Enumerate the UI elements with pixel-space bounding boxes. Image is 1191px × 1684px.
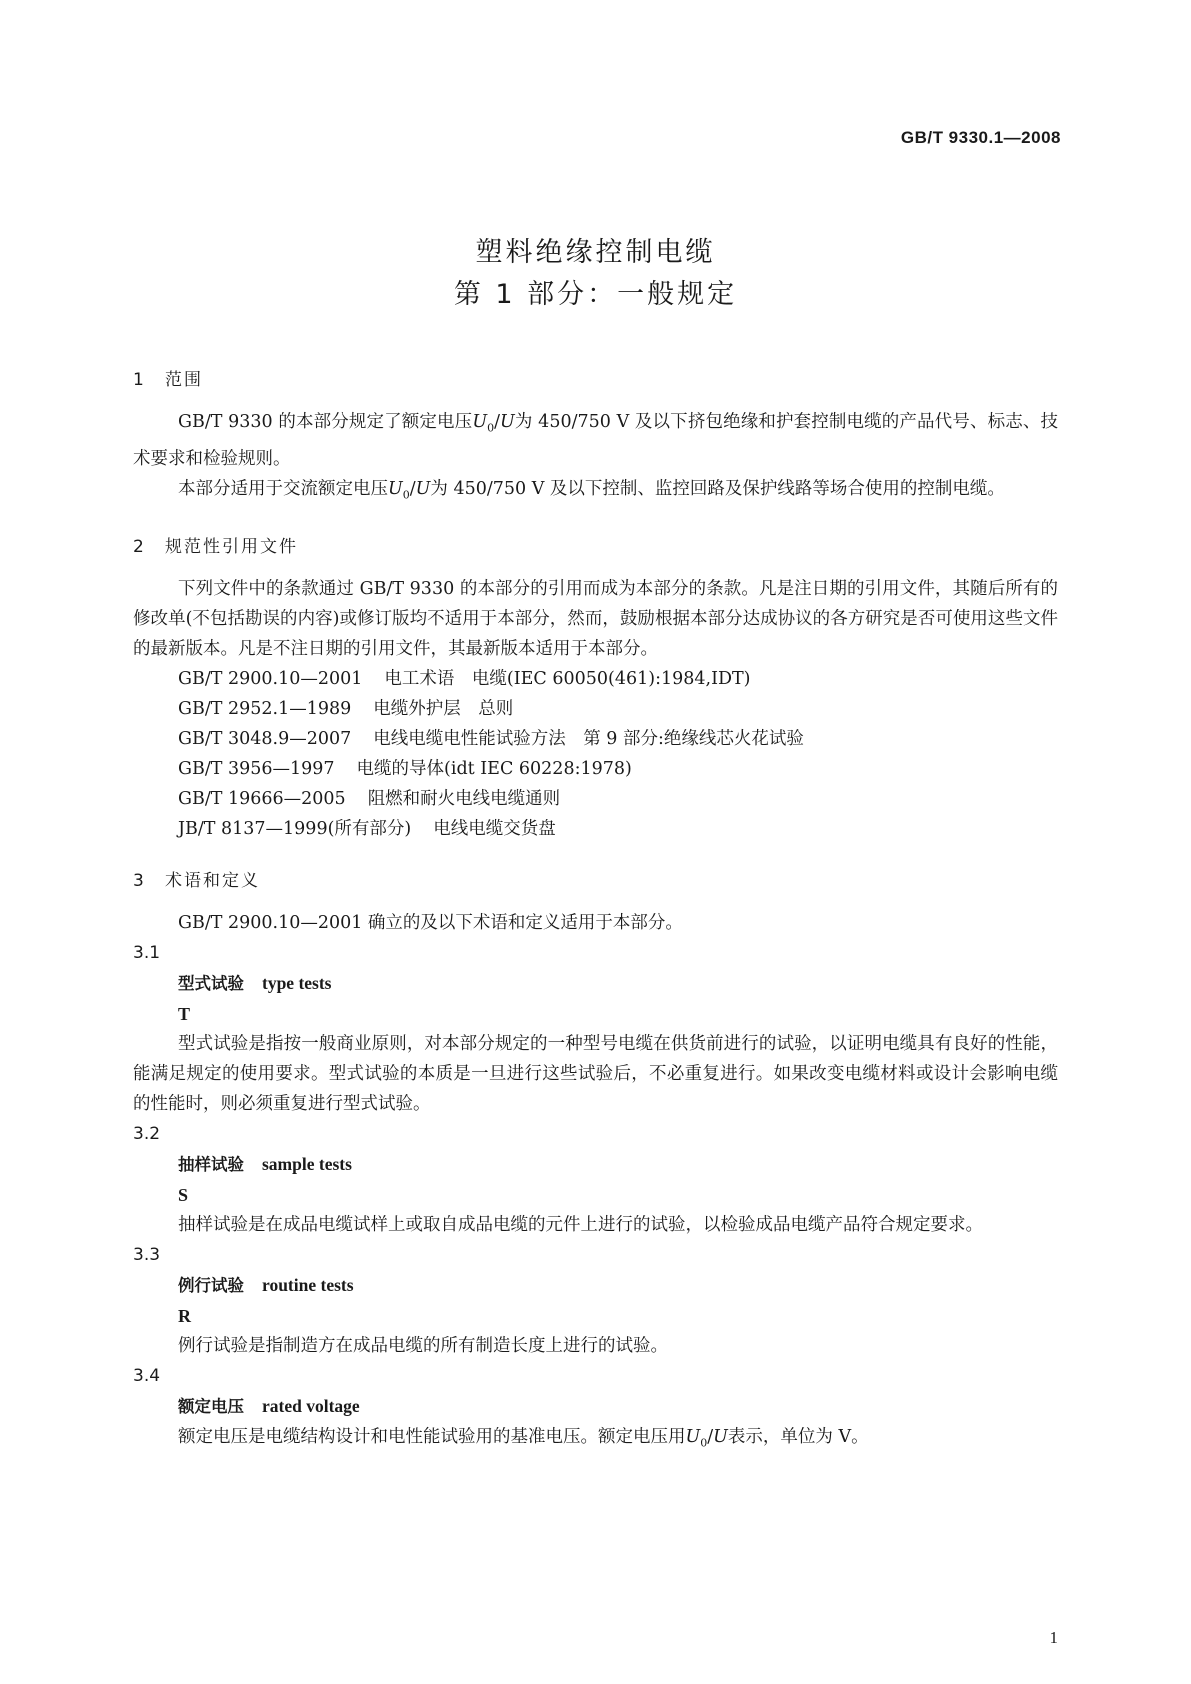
section-title: 范围	[165, 370, 203, 390]
term-abbreviation: S	[178, 1185, 189, 1205]
reference-item: JB/T 8137—1999(所有部分) 电线电缆交货盘	[178, 819, 556, 839]
paragraph: 下列文件中的条款通过 GB/T 9330 的本部分的引用而成为本部分的条款。凡是注日期的引用文件，其随后所有的修改单(不包括勘误的内容)或修订版均不适用于本部分，然而，鼓励根据本部分达成协议的各方研究是否可使用这些文件的最新版本。凡是不注日期的引用文件，其最新版本适用于本部分。	[133, 579, 1058, 659]
term-abbreviation: R	[178, 1306, 191, 1326]
page-number: 1	[1049, 1628, 1058, 1647]
section-title: 术语和定义	[165, 871, 260, 891]
section-heading-3	[133, 866, 1058, 896]
reference-item: GB/T 2952.1—1989 电缆外护层 总则	[178, 699, 514, 719]
paragraph: GB/T 2900.10—2001 确立的及以下术语和定义适用于本部分。	[178, 913, 683, 933]
term-entry: 例行试验 routine tests	[178, 1275, 354, 1295]
clause-number: 3.3	[133, 1245, 161, 1265]
term-abbreviation: T	[178, 1004, 191, 1024]
clause-number: 3.2	[133, 1124, 161, 1144]
clause-number: 3.4	[133, 1366, 161, 1386]
term-entry: 抽样试验 sample tests	[178, 1154, 352, 1174]
document-title: 塑料绝缘控制电缆	[475, 237, 716, 268]
reference-item: GB/T 19666—2005 阻燃和耐火电线电缆通则	[178, 789, 561, 809]
clause-number: 3.1	[133, 943, 161, 963]
term-entry: 额定电压 rated voltage	[178, 1396, 360, 1416]
section-number: 3	[133, 871, 146, 891]
section-heading-1	[133, 365, 1058, 395]
term-definition: 型式试验是指按一般商业原则，对本部分规定的一种型号电缆在供货前进行的试验，以证明电缆具有良好的性能，能满足规定的使用要求。型式试验的本质是一旦进行这些试验后，不必重复进行。如果改变电缆材料或设计会影响电缆的性能时，则必须重复进行型式试验。	[133, 1034, 1058, 1114]
section-number: 2	[133, 537, 146, 557]
term-definition: 例行试验是指制造方在成品电缆的所有制造长度上进行的试验。	[178, 1336, 668, 1356]
document-subtitle: 第 1 部分：一般规定	[453, 279, 738, 310]
term-entry: 型式试验 type tests	[178, 973, 332, 993]
section-heading-2	[133, 532, 1058, 562]
term-definition: 额定电压是电缆结构设计和电性能试验用的基准电压。额定电压用$U_0/U$表示，单位为 V。	[178, 1427, 869, 1450]
standard-number: GB/T 9330.1—2008	[900, 128, 1061, 147]
paragraph: 本部分适用于交流额定电压$U_0/U$为 450/750 V 及以下控制、监控回路及保护线路等场合使用的控制电缆。	[178, 478, 1005, 501]
reference-item: GB/T 3048.9—2007 电线电缆电性能试验方法 第 9 部分:绝缘线芯火花试验	[178, 729, 804, 749]
term-definition: 抽样试验是在成品电缆试样上或取自成品电缆的元件上进行的试验，以检验成品电缆产品符合规定要求。	[178, 1215, 983, 1235]
reference-item: GB/T 2900.10—2001 电工术语 电缆(IEC 60050(461):1984,IDT)	[178, 669, 751, 689]
reference-item: GB/T 3956—1997 电缆的导体(idt IEC 60228:1978)	[178, 759, 632, 779]
section-title: 规范性引用文件	[165, 537, 298, 557]
paragraph: GB/T 9330 的本部分规定了额定电压$U_0/U$为 450/750 V 及以下挤包绝缘和护套控制电缆的产品代号、标志、技术要求和检验规则。	[133, 412, 1058, 469]
document-body	[133, 365, 1058, 1459]
section-number: 1	[133, 370, 146, 390]
